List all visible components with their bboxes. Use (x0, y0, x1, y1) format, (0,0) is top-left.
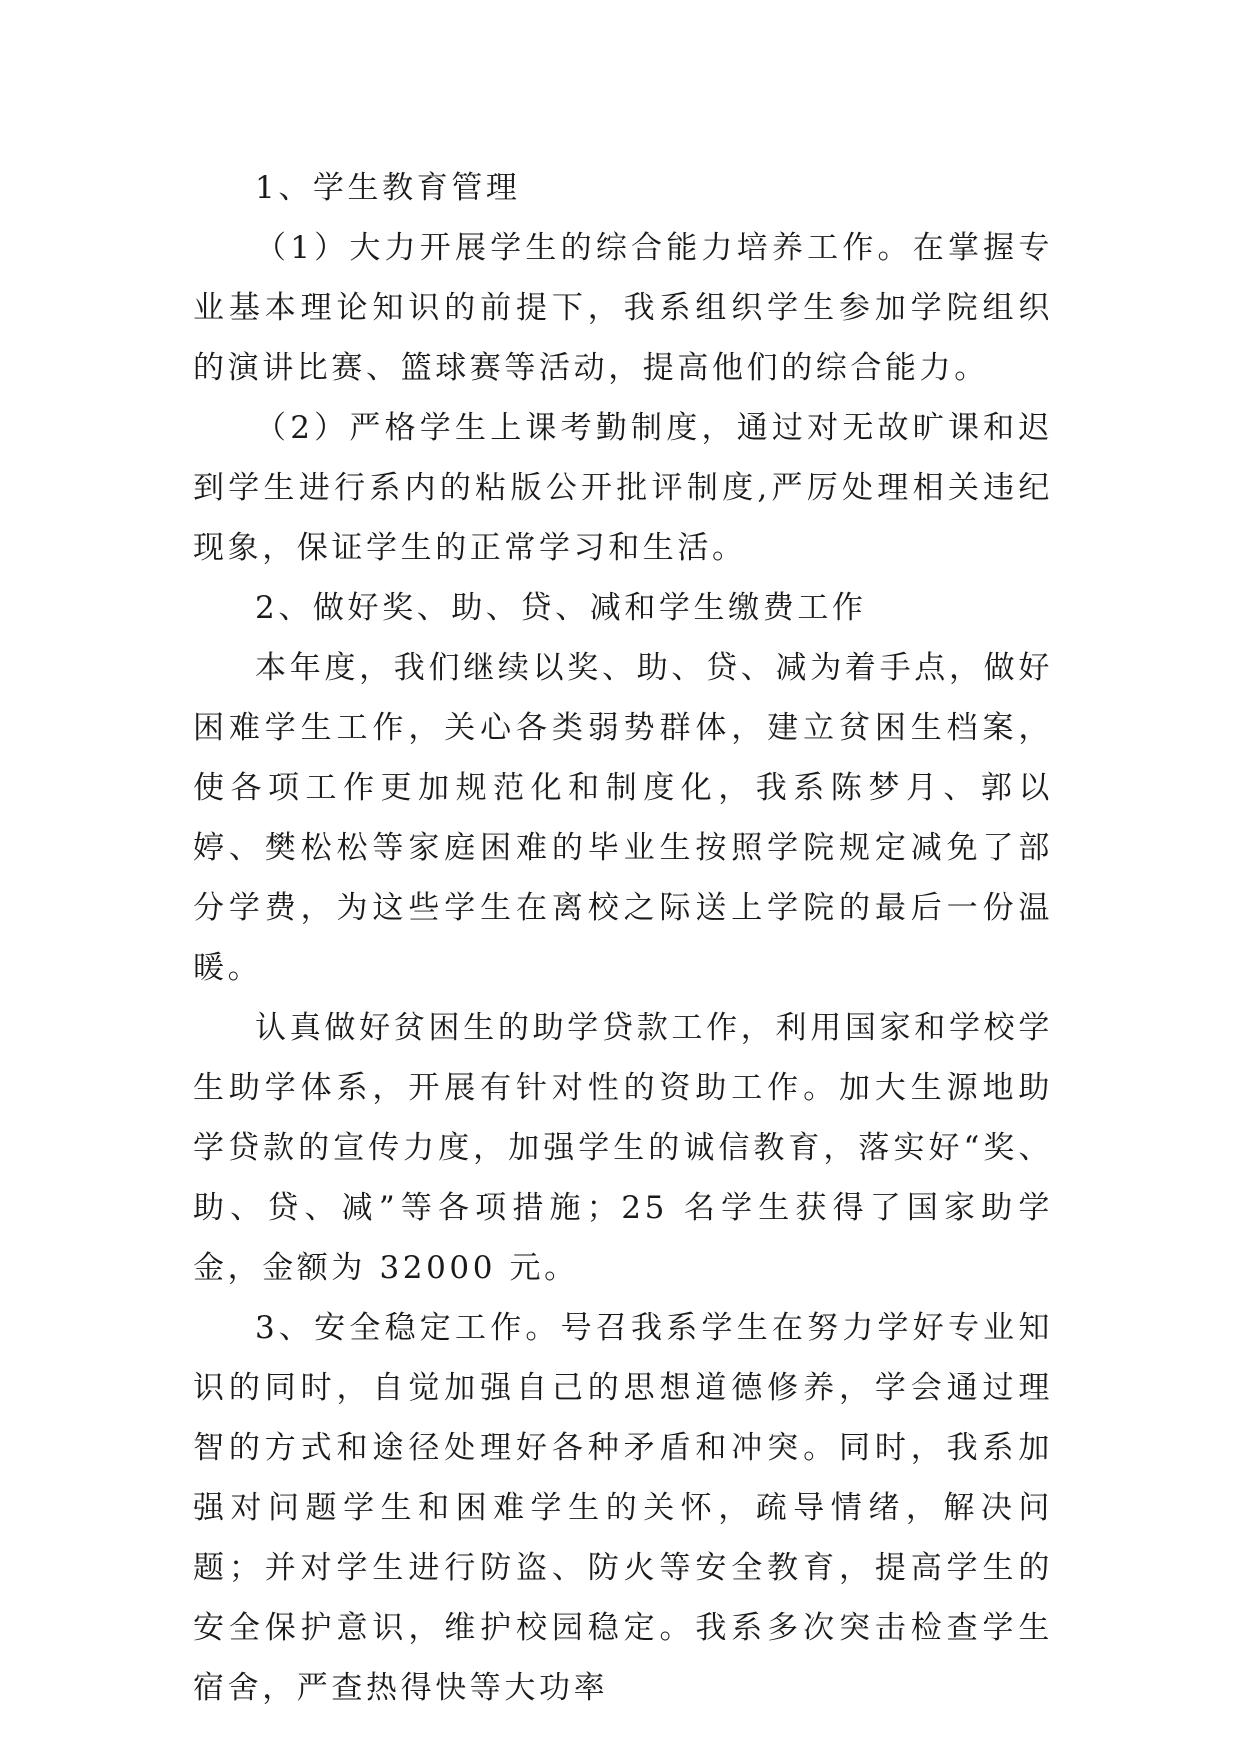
document-body (193, 158, 1053, 1718)
paragraph-3: 本年度，我们继续以奖、助、贷、减为着手点，做好困难学生工作，关心各类弱势群体，建立贫困生档案，使各项工作更加规范化和制度化，我系陈梦月、郭以婷、樊松松等家庭困难的毕业生按照学院规定减免了部分学费，为这些学生在离校之际送上学院的最后一份温暖。 (193, 650, 1053, 986)
paragraph-2: （2）严格学生上课考勤制度，通过对无故旷课和迟到学生进行系内的粘版公开批评制度,严厉处理相关违纪现象，保证学生的正常学习和生活。 (193, 410, 1053, 566)
paragraph-5: 3、安全稳定工作。号召我系学生在努力学好专业知识的同时，自觉加强自己的思想道德修养，学会通过理智的方式和途径处理好各种矛盾和冲突。同时，我系加强对问题学生和困难学生的关怀，疏导情绪，解决问题；并对学生进行防盗、防火等安全教育，提高学生的安全保护意识，维护校园稳定。我系多次突击检查学生宿舍，严查热得快等大功率 (193, 1310, 1053, 1706)
section-heading-1: 1、学生教育管理 (255, 170, 521, 206)
section-heading-2: 2、做好奖、助、贷、减和学生缴费工作 (255, 590, 867, 626)
paragraph-4: 认真做好贫困生的助学贷款工作，利用国家和学校学生助学体系，开展有针对性的资助工作。加大生源地助学贷款的宣传力度，加强学生的诚信教育，落实好“奖、助、贷、减”等各项措施；25 名学生获得了国家助学金，金额为 32000 元。 (193, 1010, 1053, 1286)
paragraph-1: （1）大力开展学生的综合能力培养工作。在掌握专业基本理论知识的前提下，我系组织学生参加学院组织的演讲比赛、篮球赛等活动，提高他们的综合能力。 (193, 230, 1053, 386)
